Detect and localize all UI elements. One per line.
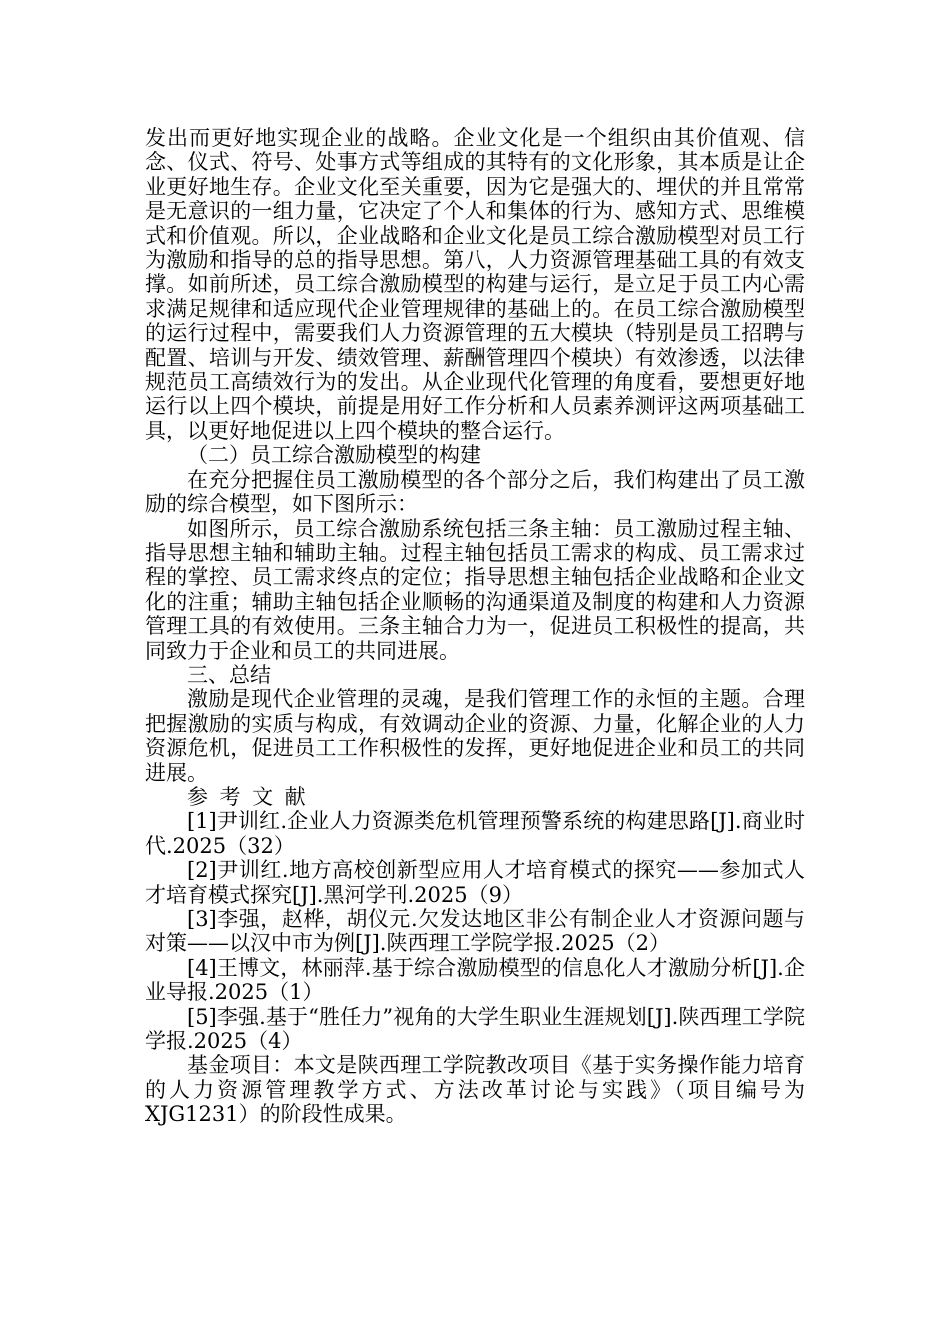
reference-item-5: [5]李强.基于“胜任力”视角的大学生职业生涯规划[J].陕西理工学院学报.2025（4） xyxy=(145,1004,805,1054)
reference-item-4: [4]王博文，林丽萍.基于综合激励模型的信息化人才激励分析[J].企业导报.2025（1） xyxy=(145,955,805,1005)
funding-note: 基金项目：本文是陕西理工学院教改项目《基于实务操作能力培育的人力资源管理教学方式、方法改革讨论与实践》（项目编号为XJG1231）的阶段性成果。 xyxy=(145,1053,805,1127)
body-paragraph-4: 激励是现代企业管理的灵魂，是我们管理工作的永恒的主题。合理把握激励的实质与构成，有效调动企业的资源、力量，化解企业的人力资源危机，促进员工工作积极性的发挥，更好地促进企业和员工的共同进展。 xyxy=(145,687,805,785)
body-paragraph-3: 如图所示，员工综合激励系统包括三条主轴：员工激励过程主轴、指导思想主轴和辅助主轴。过程主轴包括员工需求的构成、员工需求过程的掌控、员工需求终点的定位；指导思想主轴包括企业战略和企业文化的注重；辅助主轴包括企业顺畅的沟通渠道及制度的构建和人力资源管理工具的有效使用。三条主轴合力为一，促进员工积极性的提高，共同致力于企业和员工的共同进展。 xyxy=(145,516,805,663)
reference-item-1: [1]尹训红.企业人力资源类危机管理预警系统的构建思路[J].商业时代.2025（32） xyxy=(145,809,805,858)
reference-item-3: [3]李强，赵桦，胡仪元.欠发达地区非公有制企业人才资源问题与对策——以汉中市为例[J].陕西理工学院学报.2025（2） xyxy=(145,907,805,956)
document-page xyxy=(145,126,805,1127)
section-heading-summary: 三、总结 xyxy=(187,662,271,687)
body-paragraph-1: 发出而更好地实现企业的战略。企业文化是一个组织由其价值观、信念、仪式、符号、处事方式等组成的其特有的文化形象，其本质是让企业更好地生存。企业文化至关重要，因为它是强大的、埋伏的并且常常是无意识的一组力量，它决定了个人和集体的行为、感知方式、思维模式和价值观。所以，企业战略和企业文化是员工综合激励模型对员工行为激励和指导的总的指导思想。第八，人力资源管理基础工具的有效支撑。如前所述，员工综合激励模型的构建与运行，是立足于员工内心需求满足规律和适应现代企业管理规律的基础上的。在员工综合激励模型的运行过程中，需要我们人力资源管理的五大模块（特别是员工招聘与配置、培训与开发、绩效管理、薪酬管理四个模块）有效渗透，以法律规范员工高绩效行为的发出。从企业现代化管理的角度看，要想更好地运行以上四个模块，前提是用好工作分析和人员素养测评这两项基础工具，以更好地促进以上四个模块的整合运行。 xyxy=(145,126,805,443)
references-title: 参考文献 xyxy=(187,784,318,809)
reference-item-2: [2]尹训红.地方高校创新型应用人才培育模式的探究——参加式人才培育模式探究[J].黑河学刊.2025（9） xyxy=(145,858,805,907)
body-paragraph-2: 在充分把握住员工激励模型的各个部分之后，我们构建出了员工激励的综合模型，如下图所示： xyxy=(145,467,805,517)
section-heading-model: （二）员工综合激励模型的构建 xyxy=(187,443,481,468)
